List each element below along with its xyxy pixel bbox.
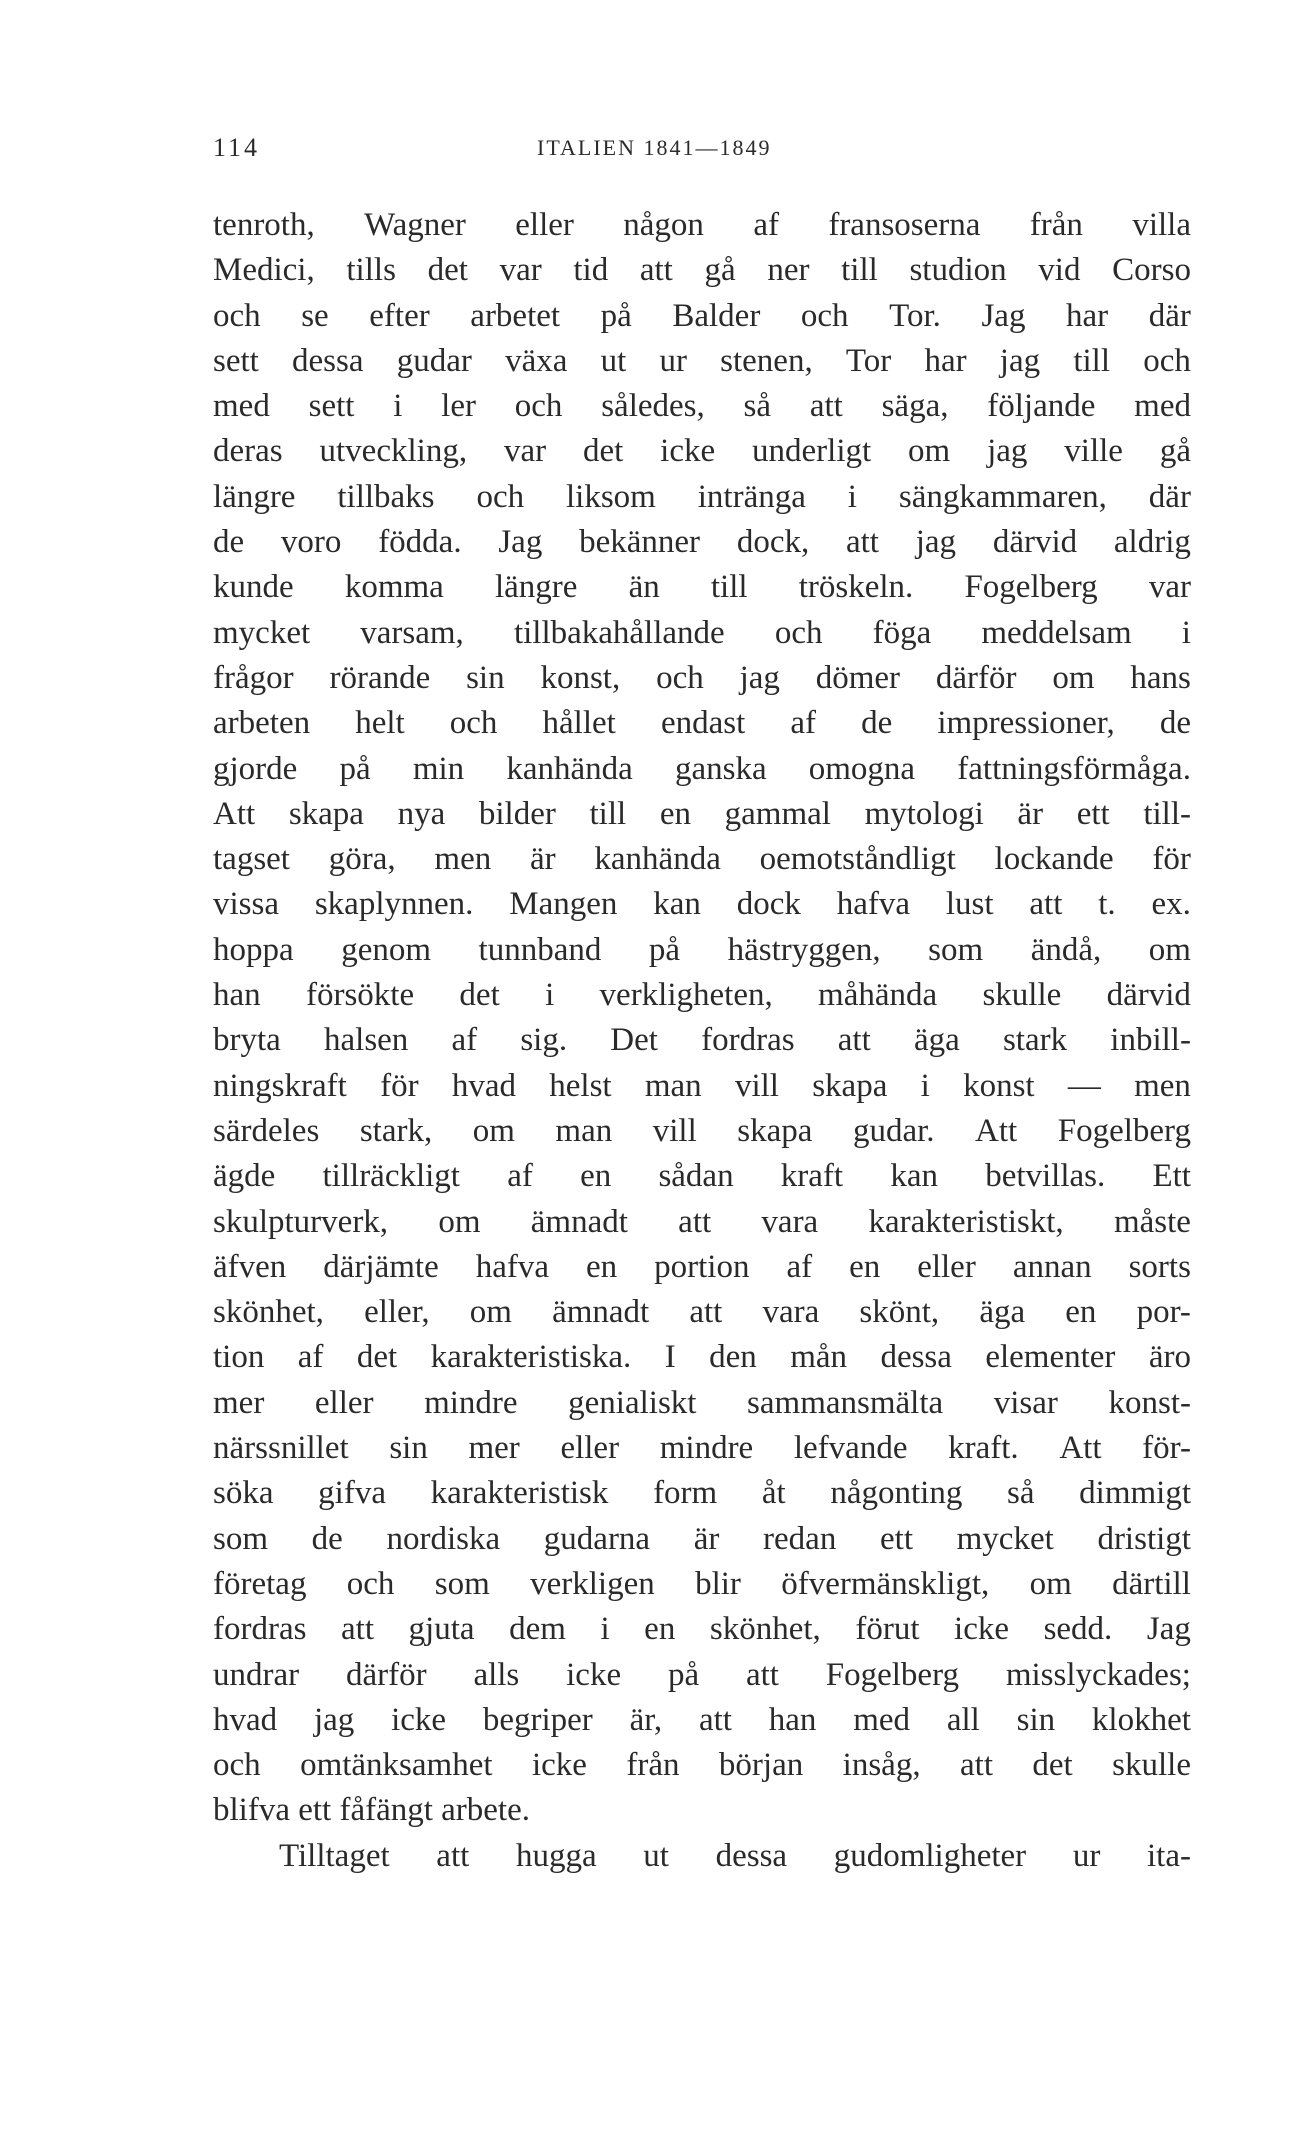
text-line-paragraph-start: Tilltaget att hugga ut dessa gudomligheter ur ita-: [279, 1837, 1191, 1874]
text-line: mycket varsam, tillbakahållande och föga meddelsam i: [213, 614, 1191, 651]
text-line: äfven därjämte hafva en portion af en eller annan sorts: [213, 1248, 1191, 1285]
text-line: särdeles stark, om man vill skapa gudar. Att Fogelberg: [213, 1112, 1191, 1149]
page-header: [213, 133, 1163, 173]
text-line: kunde komma längre än till tröskeln. Fogelberg var: [213, 569, 1191, 606]
text-line: närssnillet sin mer eller mindre lefvande kraft. Att för-: [213, 1430, 1191, 1467]
text-line: frågor rörande sin konst, och jag dömer därför om hans: [213, 659, 1191, 696]
text-line: och omtänksamhet icke från början insåg, att det skulle: [213, 1747, 1191, 1784]
text-line: skulpturverk, om ämnadt att vara karakteristiskt, måste: [213, 1203, 1191, 1240]
text-line: ningskraft för hvad helst man vill skapa i konst — men: [213, 1067, 1191, 1104]
text-line: undrar därför alls icke på att Fogelberg misslyckades;: [213, 1656, 1191, 1693]
text-line: ägde tillräckligt af en sådan kraft kan betvillas. Ett: [213, 1158, 1191, 1195]
text-line: de voro födda. Jag bekänner dock, att jag därvid aldrig: [213, 524, 1191, 561]
text-line: hvad jag icke begriper är, att han med all sin klokhet: [213, 1701, 1191, 1738]
text-line: hoppa genom tunnband på hästryggen, som ändå, om: [213, 931, 1191, 968]
text-line: arbeten helt och hållet endast af de impressioner, de: [213, 705, 1191, 742]
page-number: 114: [213, 133, 261, 162]
text-line: tenroth, Wagner eller någon af fransoserna från villa: [213, 207, 1191, 243]
text-line: längre tillbaks och liksom intränga i sängkammaren, där: [213, 478, 1191, 515]
text-line: med sett i ler och således, så att säga, följande med: [213, 388, 1191, 425]
text-line: som de nordiska gudarna är redan ett mycket dristigt: [213, 1520, 1191, 1557]
text-line: sett dessa gudar växa ut ur stenen, Tor har jag till och: [213, 342, 1191, 379]
text-line: mer eller mindre genialiskt sammansmälta visar konst-: [213, 1384, 1191, 1421]
text-line: söka gifva karakteristisk form åt någonting så dimmigt: [213, 1475, 1191, 1512]
text-line: fordras att gjuta dem i en skönhet, förut icke sedd. Jag: [213, 1611, 1191, 1648]
text-line: och se efter arbetet på Balder och Tor. Jag har där: [213, 297, 1191, 334]
text-line: Att skapa nya bilder till en gammal mytologi är ett till-: [213, 795, 1191, 832]
text-line: gjorde på min kanhända ganska omogna fattningsförmåga.: [213, 750, 1191, 787]
text-line-paragraph-end: blifva ett fåfängt arbete.: [213, 1792, 530, 1829]
text-line: tion af det karakteristiska. I den mån dessa elementer äro: [213, 1339, 1191, 1376]
text-line: bryta halsen af sig. Det fordras att äga stark inbill-: [213, 1022, 1191, 1059]
text-line: skönhet, eller, om ämnadt att vara skönt, äga en por-: [213, 1294, 1191, 1331]
text-line: han försökte det i verkligheten, måhända skulle därvid: [213, 977, 1191, 1014]
text-line: vissa skaplynnen. Mangen kan dock hafva lust att t. ex.: [213, 886, 1191, 923]
running-head: ITALIEN 1841—1849: [537, 135, 772, 160]
text-line: Medici, tills det var tid att gå ner till studion vid Corso: [213, 252, 1191, 289]
text-line: företag och som verkligen blir öfvermänskligt, om därtill: [213, 1565, 1191, 1602]
text-line: deras utveckling, var det icke underligt om jag ville gå: [213, 433, 1191, 470]
body-text: [213, 203, 1191, 1879]
text-line: tagset göra, men är kanhända oemotståndligt lockande för: [213, 841, 1191, 878]
